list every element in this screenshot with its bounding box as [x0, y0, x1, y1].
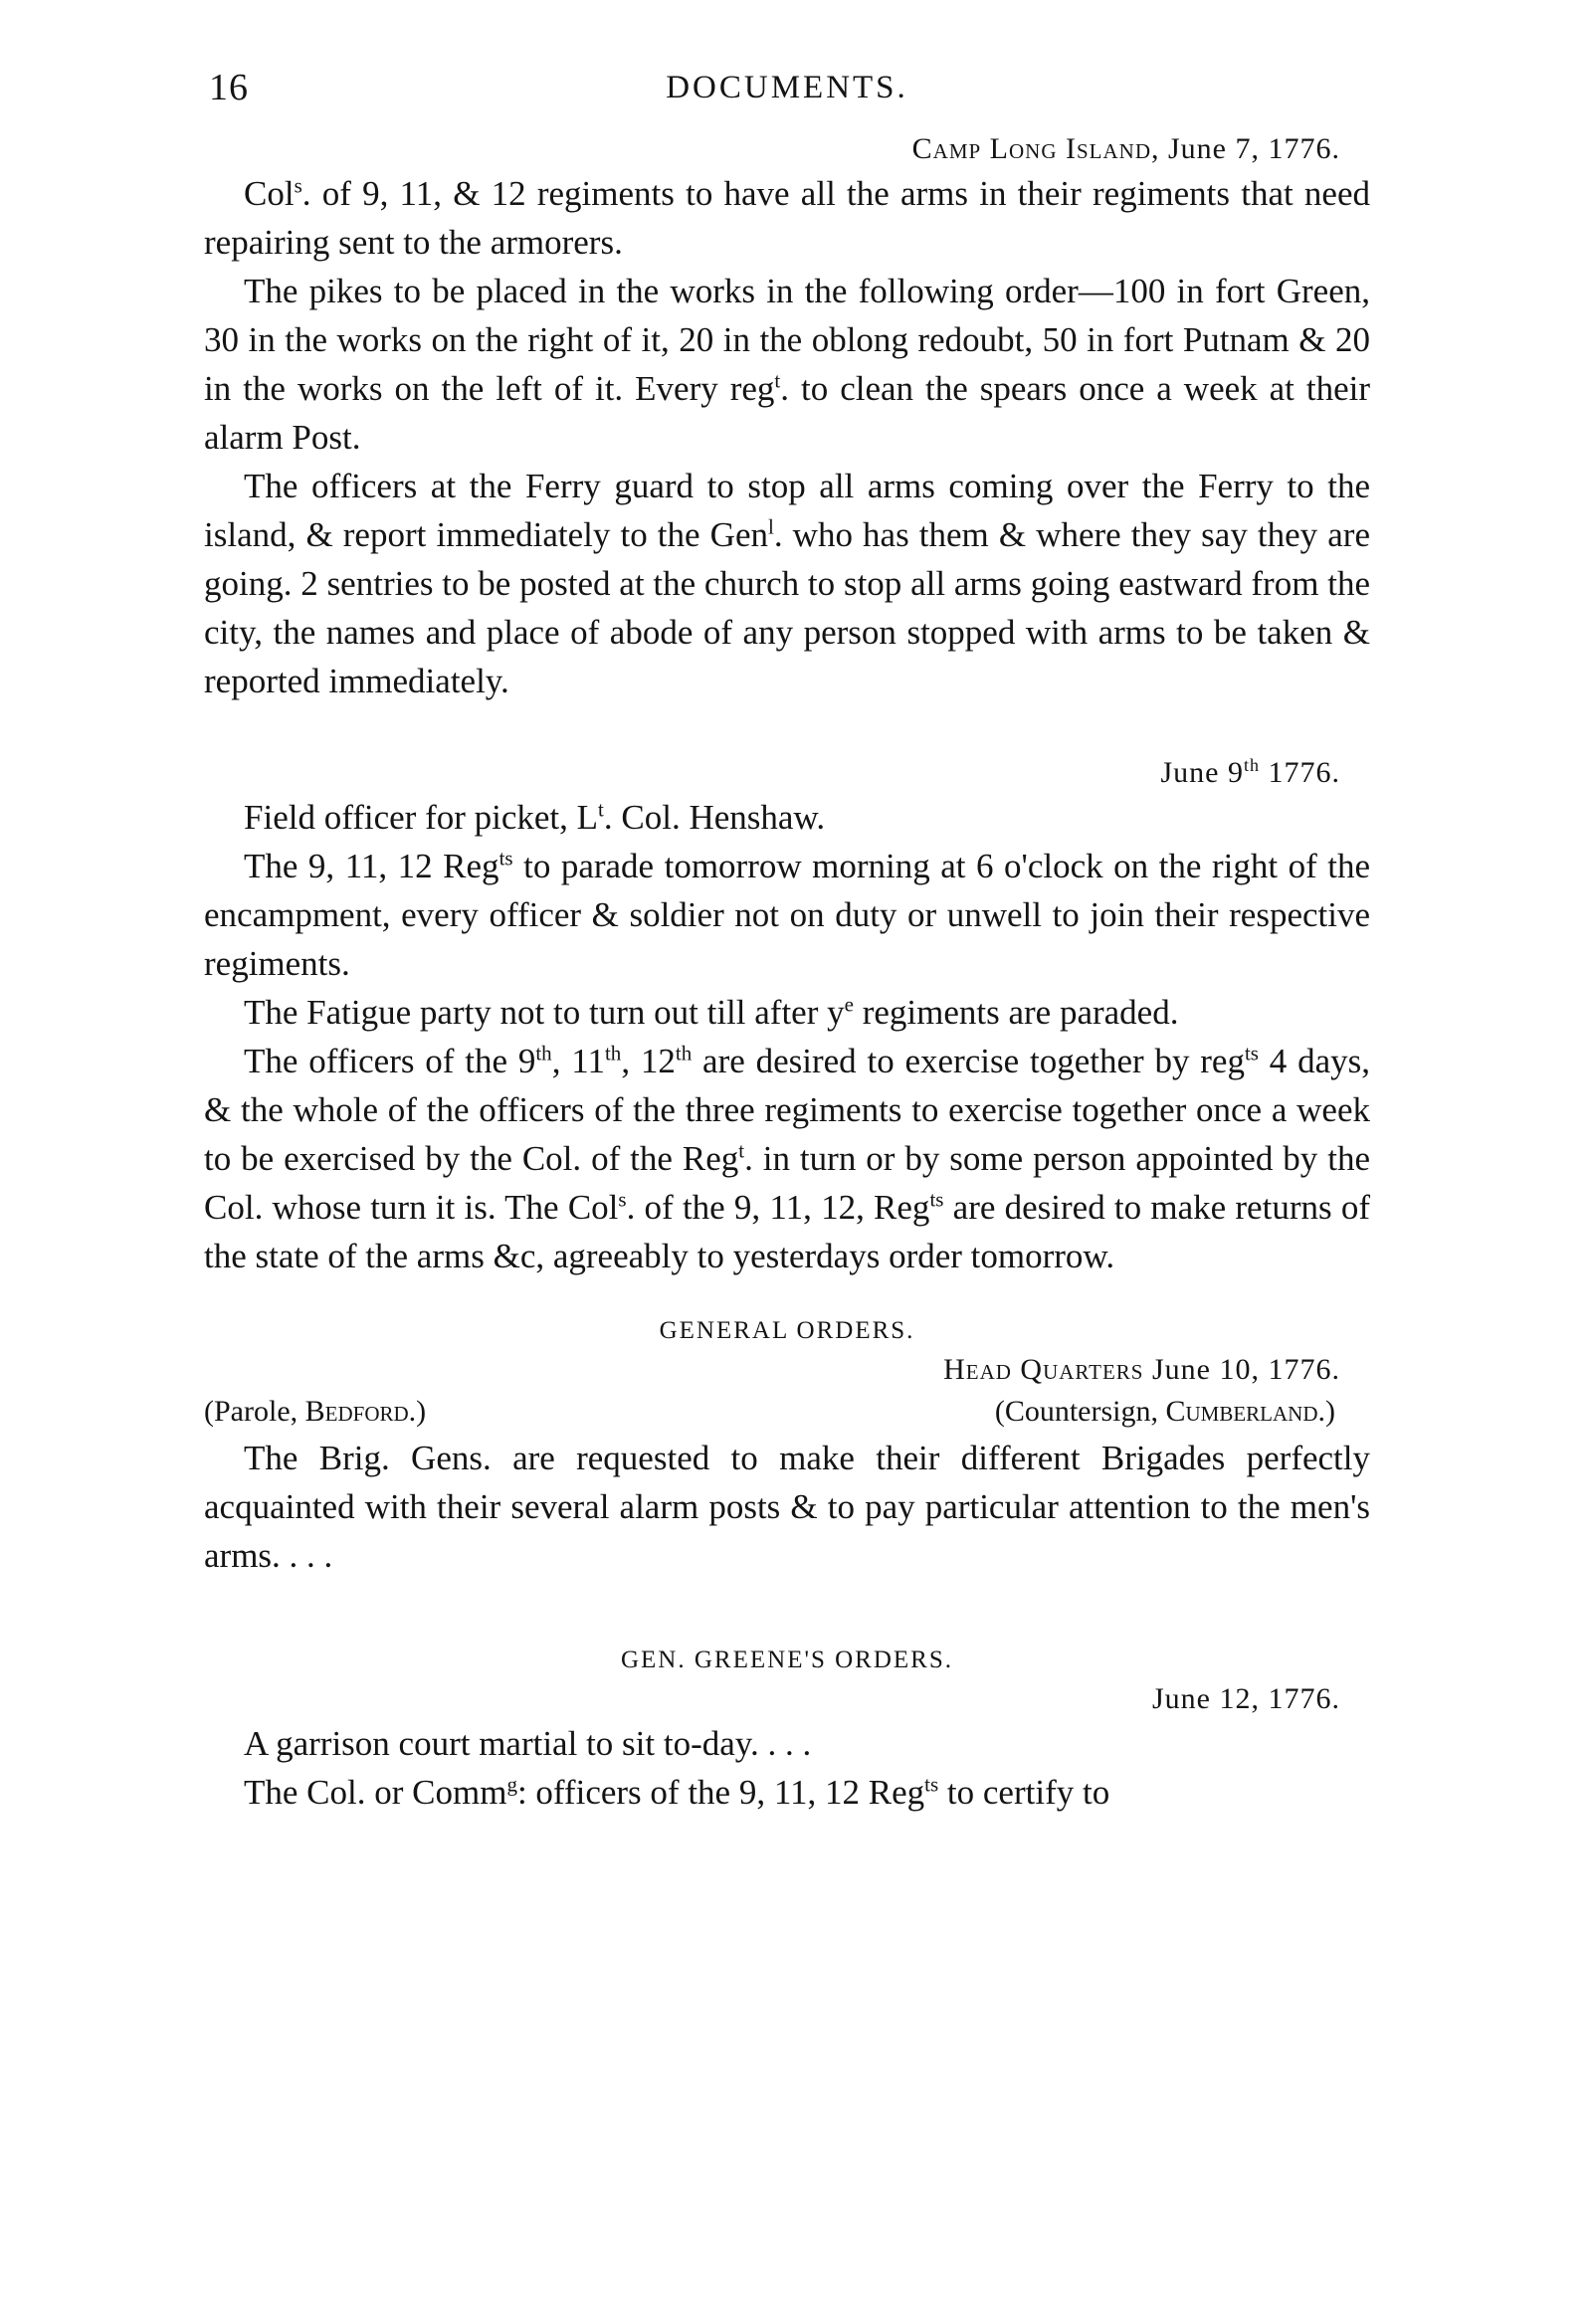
document-page [204, 60, 1370, 1817]
paragraph: The pikes to be placed in the works in the following order—100 in fort Green, 30 in the works on the right of it, 20 in the oblong redoubt, 50 in fort Putnam & 20 in the works on the left of it. Every reg$^t$. to clean the spears once a week at their alarm Post. [204, 272, 1371, 457]
section-general-orders [204, 1312, 1370, 1580]
paragraph: Field officer for picket, $L^t$. Col. Henshaw. [244, 797, 826, 837]
section-heading: GEN. GREENE'S ORDERS. [620, 1646, 954, 1673]
paragraph: The Brig. Gens. are requested to make their different Brigades perfectly acquainted with their several alarm posts & to pay particular attention to the men's arms. . . . [204, 1439, 1370, 1575]
paragraph: The Col. or Comm$^g$: officers of the 9, 11, 12 Reg$^{ts}$ to certify to [244, 1772, 1110, 1812]
parole-countersign-row [204, 1390, 1370, 1434]
running-title: DOCUMENTS. [666, 70, 908, 105]
paragraph: The officers at the Ferry guard to stop all arms coming over the Ferry to the island, & report immediately to the Gen$^l$. who has them & where they say they are going. 2 sentries to be posted at the church to stop all arms going eastward from the city, the names and place of abode of any person stopped with arms to be taken & reported immediately. [204, 467, 1370, 700]
paragraph: A garrison court martial to sit to-day. . . . [244, 1724, 812, 1763]
page-number: 16 [209, 67, 249, 108]
paragraph: The 9, 11, 12 Reg$^{ts}$ to parade tomorrow morning at 6 o'clock on the right of the encampment, every officer & soldier not on duty or unwell to join their respective regiments. [204, 846, 1370, 983]
dateline-june-12: June 12, 1776. [1152, 1682, 1340, 1715]
section-heading: GENERAL ORDERS. [659, 1317, 915, 1344]
dateline-june-9: June 9th 1776. [1160, 755, 1340, 789]
dateline-june-10: Head Quarters June 10, 1776. [943, 1353, 1340, 1386]
countersign: (Countersign, Cumberland.) [994, 1395, 1335, 1428]
running-head [204, 60, 1370, 119]
section-june-9 [204, 753, 1370, 1280]
section-camp-long-island [204, 129, 1370, 705]
section-greene-orders [204, 1642, 1370, 1817]
paragraph: The officers of the 9th, 11th, 12th are desired to exercise together by reg$^{ts}$ 4 days, & the whole of the officers of the three regiments to exercise together once a week to be exercised by the Col. of the Reg$^t$. in turn or by some person appointed by the Col. whose turn it is. The Col$^s$. of the 9, 11, 12, Reg$^{ts}$ are desired to make returns of the state of the arms &c, agreeably to yesterdays order tomorrow. [204, 1041, 1371, 1275]
parole: (Parole, Bedford.) [204, 1395, 427, 1428]
paragraph: Col$^s$. of 9, 11, & 12 regiments to have all the arms in their regiments that need repairing sent to the armorers. [204, 173, 1370, 262]
dateline-june-7: Camp Long Island, June 7, 1776. [911, 132, 1340, 165]
paragraph: The Fatigue party not to turn out till after $y^e$ regiments are paraded. [244, 992, 1179, 1032]
